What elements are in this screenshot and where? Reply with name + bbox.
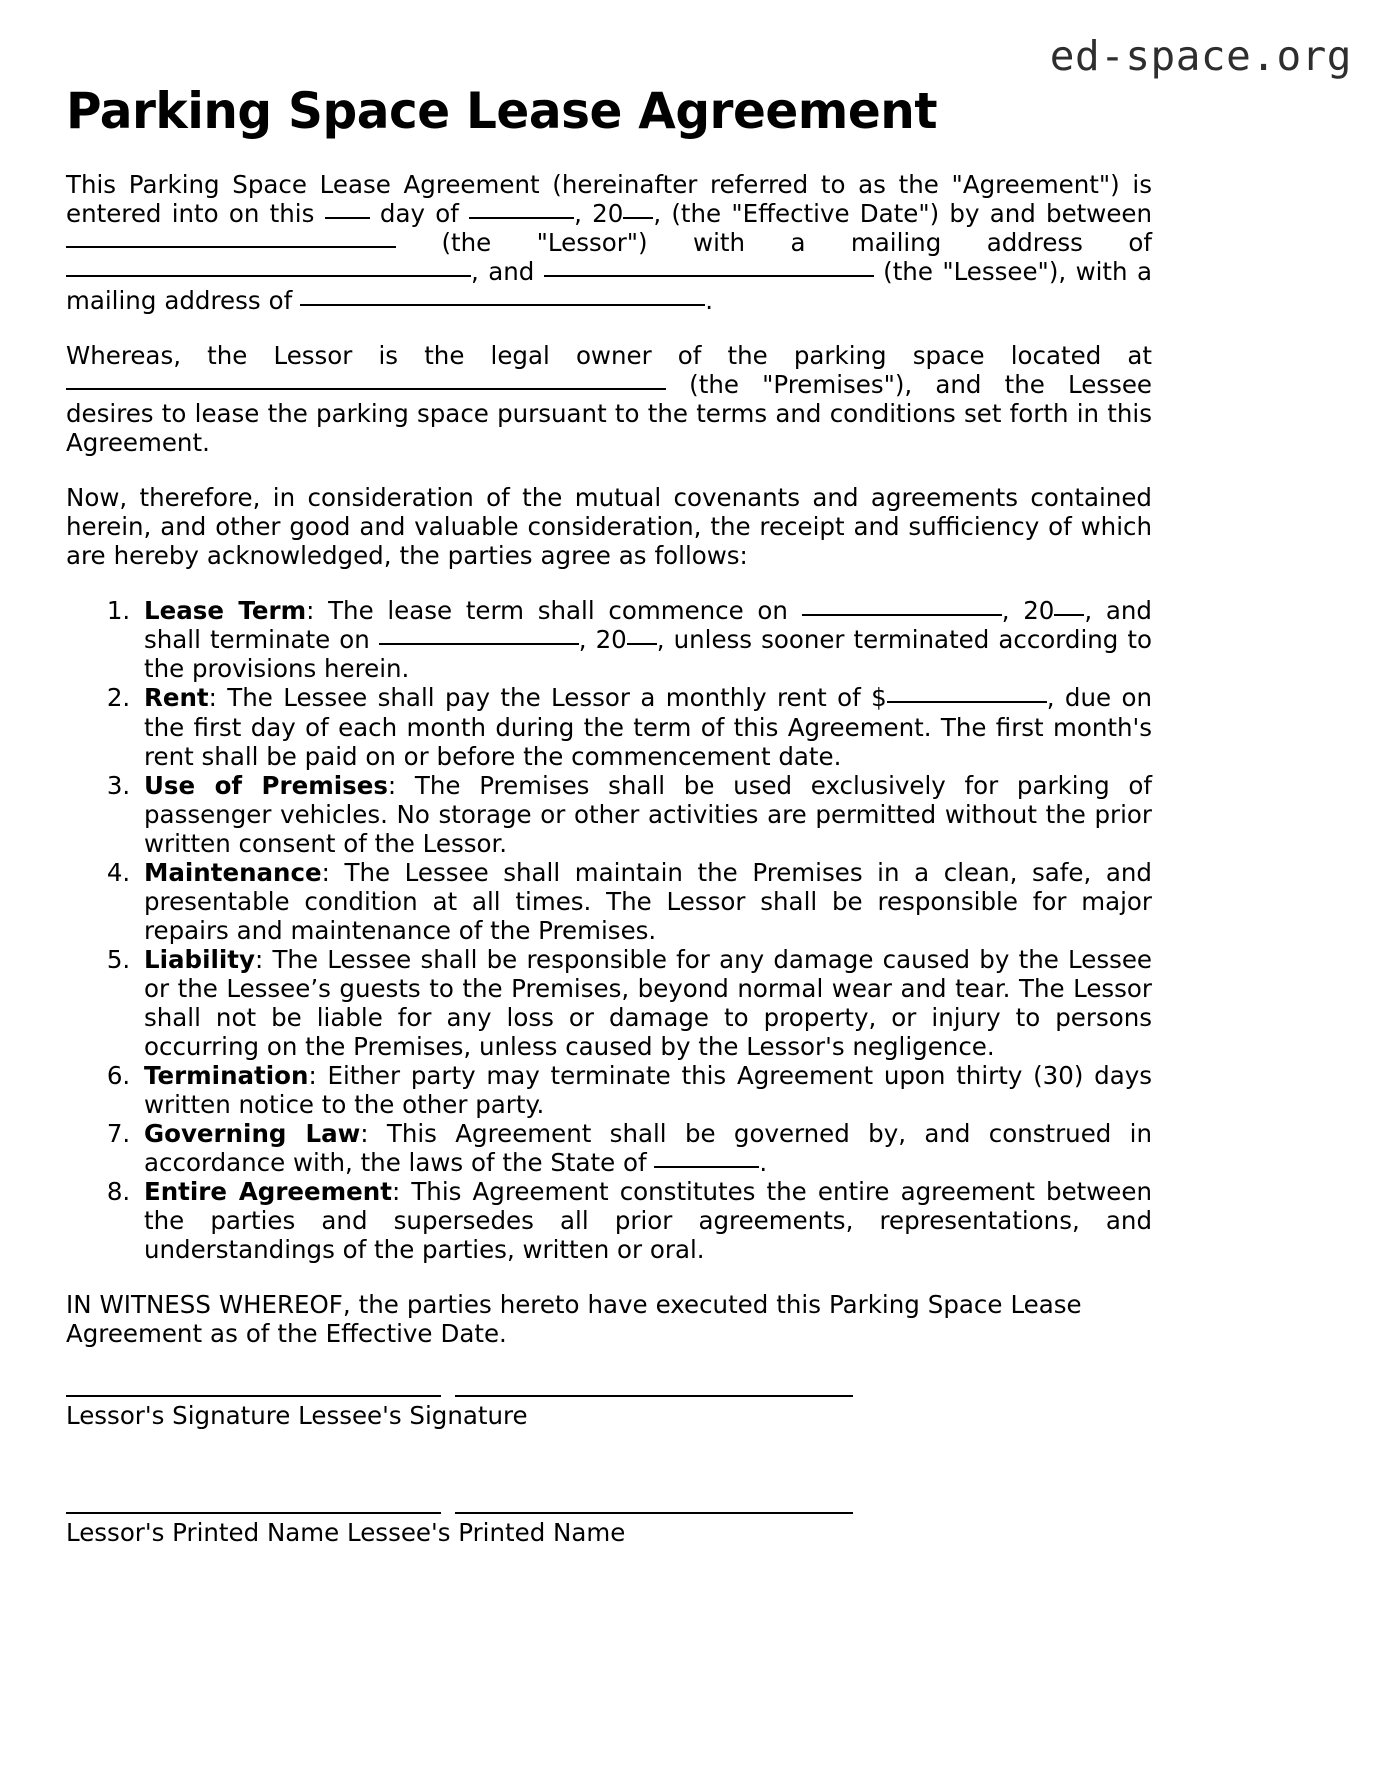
printed-name-caption: Lessor's Printed Name Lessee's Printed Name: [66, 1518, 626, 1547]
blank-premises-address[interactable]: [66, 373, 666, 391]
whereas-paragraph: [66, 341, 1152, 457]
list-item: [138, 945, 1152, 1061]
term-lead-rent: Rent: [144, 683, 209, 713]
printed-name-rules: [66, 1512, 1152, 1514]
intro-paragraph: [66, 170, 1152, 315]
list-item: [138, 683, 1152, 770]
term-lead-termination: Termination: [144, 1060, 309, 1090]
page-title: Parking Space Lease Agreement: [66, 82, 938, 140]
blank-rent-amount[interactable]: [887, 686, 1047, 704]
consideration-paragraph: Now, therefore, in consideration of the mutual covenants and agreements contained herein, and other good and valuable consideration, the receipt and sufficiency of which are hereby acknowledged, the parties agree as follows:: [66, 483, 1152, 571]
signature-caption: Lessor's Signature Lessee's Signature: [66, 1401, 528, 1430]
term-text-6: : Either party may terminate this Agreement upon thirty (30) days written notice to the other party.: [144, 1060, 1152, 1119]
blank-lessee-name[interactable]: [544, 259, 874, 277]
term-text-5: : The Lessee shall be responsible for any damage caused by the Lessee or the Lessee’s guests to the Premises, beyond normal wear and tear. The Lessor shall not be liable for any loss or damage to property, or injury to persons occurring on the Premises, unless caused by the Lessor's negligence.: [144, 944, 1152, 1061]
list-item: [138, 1061, 1152, 1119]
signature-rules: [66, 1395, 1152, 1397]
term-text-1a: : The lease term shall commence on: [306, 596, 788, 626]
lessee-signature-line[interactable]: [455, 1395, 853, 1397]
term-lead-governing-law: Governing Law: [144, 1118, 361, 1148]
term-text-3: : The Premises shall be used exclusively for parking of passenger vehicles. No storage or other activities are permitted without the prior written consent of the Lessor.: [144, 770, 1152, 858]
term-text-1d: , 20: [578, 625, 627, 655]
whereas-sentence-2: (the "Premises"), and the Lessee desires to lease the parking space pursuant to the terms and conditions set forth in this Agreement.: [66, 370, 1152, 458]
intro-sentence-4: , (the "Effective Date") by and between: [653, 199, 1153, 229]
witness-paragraph: IN WITNESS WHEREOF, the parties hereto have executed this Parking Space Lease Agreement as of the Effective Date.: [66, 1290, 1082, 1349]
term-text-8: : This Agreement constitutes the entire agreement between the parties and supersedes all prior agreements, representations, and understandings of the parties, written or oral.: [144, 1177, 1152, 1265]
term-text-4: : The Lessee shall maintain the Premises in a clean, safe, and presentable condition at all times. The Lessor shall be responsible for major repairs and maintenance of the Premises.: [144, 857, 1152, 945]
term-lead-maintenance: Maintenance: [144, 857, 322, 887]
list-item: [138, 1177, 1152, 1264]
list-item: [138, 771, 1152, 858]
term-lead-use-of-premises: Use of Premises: [144, 770, 388, 800]
term-lead-entire-agreement: Entire Agreement: [144, 1177, 392, 1206]
signature-row: [66, 1395, 1152, 1431]
intro-sentence-5: (the "Lessor") with a mailing address of: [441, 228, 1152, 258]
blank-lessor-name[interactable]: [66, 230, 396, 248]
blank-month[interactable]: [469, 201, 574, 219]
lessor-printed-name-line[interactable]: [66, 1512, 441, 1514]
blank-year[interactable]: [623, 201, 653, 219]
intro-sentence-1: This Parking Space Lease Agreement (hereinafter referred to as the "Agreement") is entered into on this: [66, 170, 1152, 229]
list-item: [138, 1119, 1152, 1177]
list-item: [138, 596, 1152, 683]
blank-lessee-address[interactable]: [300, 289, 705, 307]
document-body: [66, 170, 1152, 1374]
site-watermark: ed-space.org: [1049, 32, 1352, 80]
term-text-1c: , and shall terminate on: [144, 596, 1152, 655]
blank-lessor-address[interactable]: [66, 259, 471, 277]
intro-sentence-8: .: [705, 286, 714, 316]
lessor-signature-line[interactable]: [66, 1395, 441, 1397]
terms-list: [66, 596, 1152, 1264]
printed-name-row: [66, 1512, 1152, 1548]
term-lead-liability: Liability: [144, 944, 255, 974]
term-text-7a: : This Agreement shall be governed by, and construed in accordance with, the laws of the State of: [144, 1118, 1152, 1177]
term-text-2b: , due on the first day of each month during the term of this Agreement. The first month's rent shall be paid on or before the commencement date.: [144, 683, 1152, 771]
term-text-1b: , 20: [1001, 596, 1055, 626]
blank-state[interactable]: [654, 1150, 759, 1168]
term-text-1e: , unless sooner terminated according to the provisions herein.: [144, 625, 1152, 684]
term-lead-lease-term: Lease Term: [144, 596, 307, 626]
intro-sentence-7: (the "Lessee"), with a mailing address of: [66, 257, 1152, 316]
blank-commence-date[interactable]: [802, 599, 1002, 617]
blank-day[interactable]: [325, 201, 370, 219]
blank-terminate-year[interactable]: [627, 628, 657, 646]
blank-terminate-date[interactable]: [379, 628, 579, 646]
list-item: [138, 858, 1152, 945]
whereas-sentence-1: Whereas, the Lessor is the legal owner of the parking space located at: [66, 341, 1152, 371]
lessee-printed-name-line[interactable]: [455, 1512, 853, 1514]
term-text-7b: .: [759, 1147, 768, 1177]
blank-commence-year[interactable]: [1054, 599, 1084, 617]
intro-sentence-6: , and: [471, 257, 535, 287]
intro-sentence-2: day of: [379, 199, 459, 229]
intro-sentence-3: , 20: [574, 199, 624, 229]
term-text-2a: : The Lessee shall pay the Lessor a monthly rent of $: [208, 683, 887, 713]
